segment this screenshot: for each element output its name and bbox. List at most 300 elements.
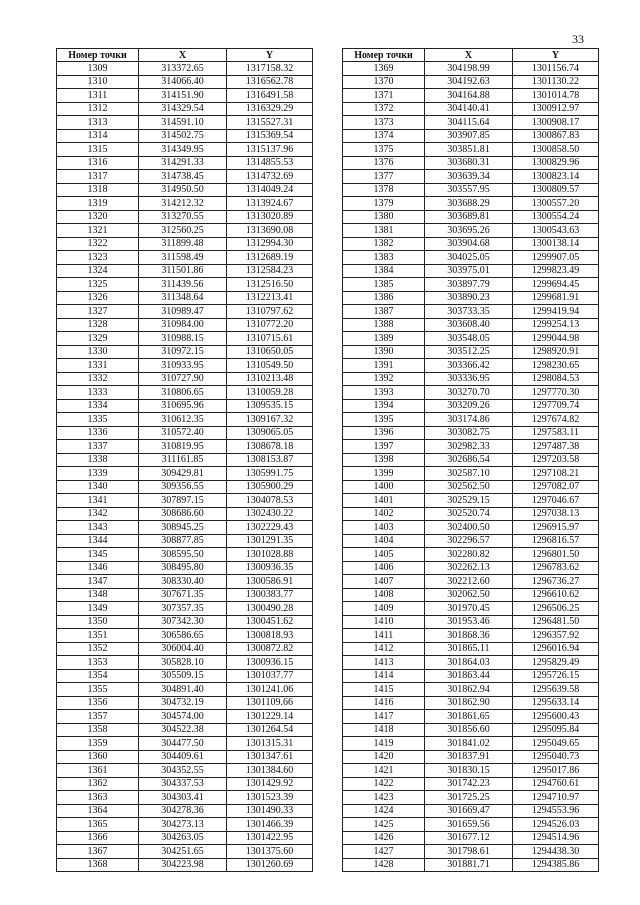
- cell-y: 1299694.45: [513, 278, 599, 292]
- cell-point-number: 1315: [57, 143, 139, 157]
- cell-y: 1301429.92: [227, 777, 313, 791]
- cell-point-number: 1349: [57, 602, 139, 616]
- cell-point-number: 1419: [343, 737, 425, 751]
- cell-x: 304025.05: [425, 251, 513, 265]
- table-row: [57, 588, 313, 602]
- table-row: [343, 440, 599, 454]
- table-row: [343, 116, 599, 130]
- table-row: [343, 102, 599, 116]
- cell-point-number: 1375: [343, 143, 425, 157]
- cell-y: 1295600.43: [513, 710, 599, 724]
- cell-point-number: 1323: [57, 251, 139, 265]
- cell-x: 302562.50: [425, 480, 513, 494]
- cell-x: 303689.81: [425, 210, 513, 224]
- cell-point-number: 1327: [57, 305, 139, 319]
- cell-x: 303174.86: [425, 413, 513, 427]
- cell-x: 303366.42: [425, 359, 513, 373]
- cell-x: 302587.10: [425, 467, 513, 481]
- cell-x: 301863.44: [425, 669, 513, 683]
- cell-y: 1296801.50: [513, 548, 599, 562]
- table-row: [343, 696, 599, 710]
- cell-x: 309429.81: [139, 467, 227, 481]
- table-row: [57, 602, 313, 616]
- cell-point-number: 1424: [343, 804, 425, 818]
- cell-point-number: 1414: [343, 669, 425, 683]
- cell-point-number: 1321: [57, 224, 139, 238]
- cell-y: 1310797.62: [227, 305, 313, 319]
- table-row: [57, 467, 313, 481]
- cell-x: 314950.50: [139, 183, 227, 197]
- cell-y: 1298084.53: [513, 372, 599, 386]
- cell-point-number: 1335: [57, 413, 139, 427]
- cell-point-number: 1347: [57, 575, 139, 589]
- cell-y: 1304078.53: [227, 494, 313, 508]
- table-row: [343, 629, 599, 643]
- cell-point-number: 1399: [343, 467, 425, 481]
- table-row: [57, 494, 313, 508]
- cell-y: 1310715.61: [227, 332, 313, 346]
- table-header-row: [57, 49, 313, 62]
- cell-x: 307342.30: [139, 615, 227, 629]
- cell-y: 1296736.27: [513, 575, 599, 589]
- cell-point-number: 1354: [57, 669, 139, 683]
- table-row: [57, 156, 313, 170]
- table-row: [343, 426, 599, 440]
- cell-point-number: 1331: [57, 359, 139, 373]
- cell-y: 1301384.60: [227, 764, 313, 778]
- cell-y: 1310059.28: [227, 386, 313, 400]
- cell-y: 1312994.30: [227, 237, 313, 251]
- table-row: [343, 332, 599, 346]
- cell-point-number: 1344: [57, 534, 139, 548]
- cell-point-number: 1318: [57, 183, 139, 197]
- table-row: [57, 804, 313, 818]
- cell-point-number: 1370: [343, 75, 425, 89]
- cell-y: 1314855.53: [227, 156, 313, 170]
- table-row: [343, 386, 599, 400]
- cell-y: 1305900.29: [227, 480, 313, 494]
- cell-y: 1309065.05: [227, 426, 313, 440]
- cell-y: 1295017.86: [513, 764, 599, 778]
- coordinates-table-right: [342, 48, 599, 872]
- table-row: [57, 332, 313, 346]
- cell-y: 1296357.92: [513, 629, 599, 643]
- table-row: [57, 831, 313, 845]
- cell-y: 1300383.77: [227, 588, 313, 602]
- cell-y: 1301291.35: [227, 534, 313, 548]
- table-row: [343, 602, 599, 616]
- cell-point-number: 1341: [57, 494, 139, 508]
- cell-point-number: 1384: [343, 264, 425, 278]
- cell-point-number: 1387: [343, 305, 425, 319]
- cell-x: 301830.15: [425, 764, 513, 778]
- cell-x: 304522.38: [139, 723, 227, 737]
- cell-y: 1300543.63: [513, 224, 599, 238]
- cell-point-number: 1312: [57, 102, 139, 116]
- cell-point-number: 1322: [57, 237, 139, 251]
- cell-y: 1312689.19: [227, 251, 313, 265]
- cell-point-number: 1391: [343, 359, 425, 373]
- table-row: [343, 170, 599, 184]
- cell-y: 1301375.60: [227, 845, 313, 859]
- table-row: [343, 264, 599, 278]
- table-row: [57, 845, 313, 859]
- cell-y: 1310772.20: [227, 318, 313, 332]
- table-row: [343, 237, 599, 251]
- cell-y: 1298230.65: [513, 359, 599, 373]
- cell-point-number: 1329: [57, 332, 139, 346]
- cell-x: 303904.68: [425, 237, 513, 251]
- cell-x: 305828.10: [139, 656, 227, 670]
- cell-x: 306004.40: [139, 642, 227, 656]
- table-row: [57, 507, 313, 521]
- cell-x: 302212.60: [425, 575, 513, 589]
- table-row: [343, 561, 599, 575]
- cell-point-number: 1408: [343, 588, 425, 602]
- cell-x: 304164.88: [425, 89, 513, 103]
- cell-x: 302062.50: [425, 588, 513, 602]
- cell-y: 1300554.24: [513, 210, 599, 224]
- cell-x: 314329.54: [139, 102, 227, 116]
- cell-x: 308595.50: [139, 548, 227, 562]
- cell-point-number: 1360: [57, 750, 139, 764]
- cell-y: 1297770.30: [513, 386, 599, 400]
- cell-x: 314066.40: [139, 75, 227, 89]
- cell-x: 314502.75: [139, 129, 227, 143]
- cell-point-number: 1380: [343, 210, 425, 224]
- cell-point-number: 1392: [343, 372, 425, 386]
- table-row: [57, 764, 313, 778]
- cell-y: 1301028.88: [227, 548, 313, 562]
- table-row: [343, 521, 599, 535]
- cell-y: 1300912.97: [513, 102, 599, 116]
- cell-x: 303209.26: [425, 399, 513, 413]
- cell-y: 1301315.31: [227, 737, 313, 751]
- cell-x: 309356.55: [139, 480, 227, 494]
- cell-point-number: 1333: [57, 386, 139, 400]
- cell-y: 1300872.82: [227, 642, 313, 656]
- cell-y: 1296016.94: [513, 642, 599, 656]
- cell-y: 1301347.61: [227, 750, 313, 764]
- table-row: [343, 210, 599, 224]
- table-row: [57, 237, 313, 251]
- table-row: [57, 264, 313, 278]
- cell-x: 308495.80: [139, 561, 227, 575]
- cell-y: 1295726.15: [513, 669, 599, 683]
- cell-y: 1300936.35: [227, 561, 313, 575]
- cell-y: 1315527.31: [227, 116, 313, 130]
- cell-y: 1295049.65: [513, 737, 599, 751]
- table-row: [343, 723, 599, 737]
- cell-x: 303512.25: [425, 345, 513, 359]
- cell-y: 1301014.78: [513, 89, 599, 103]
- cell-y: 1297674.82: [513, 413, 599, 427]
- table-row: [343, 318, 599, 332]
- table-row: [57, 129, 313, 143]
- cell-y: 1295829.49: [513, 656, 599, 670]
- cell-y: 1310549.50: [227, 359, 313, 373]
- table-row: [343, 183, 599, 197]
- cell-x: 303695.26: [425, 224, 513, 238]
- cell-point-number: 1365: [57, 818, 139, 832]
- cell-x: 303897.79: [425, 278, 513, 292]
- table-row: [343, 467, 599, 481]
- table-row: [57, 642, 313, 656]
- cell-y: 1296481.50: [513, 615, 599, 629]
- cell-x: 304732.19: [139, 696, 227, 710]
- cell-x: 304409.61: [139, 750, 227, 764]
- cell-x: 310933.95: [139, 359, 227, 373]
- cell-x: 314212.32: [139, 197, 227, 211]
- cell-point-number: 1393: [343, 386, 425, 400]
- cell-x: 304223.98: [139, 858, 227, 872]
- table-row: [57, 723, 313, 737]
- cell-x: 310819.95: [139, 440, 227, 454]
- cell-x: 303890.23: [425, 291, 513, 305]
- cell-x: 304278.36: [139, 804, 227, 818]
- cell-y: 1310213.48: [227, 372, 313, 386]
- header-y: Y: [227, 49, 313, 62]
- cell-x: 311501.86: [139, 264, 227, 278]
- table-row: [343, 453, 599, 467]
- cell-y: 1300858.50: [513, 143, 599, 157]
- cell-y: 1316329.29: [227, 102, 313, 116]
- cell-x: 308877.85: [139, 534, 227, 548]
- cell-x: 310572.40: [139, 426, 227, 440]
- cell-x: 305509.15: [139, 669, 227, 683]
- cell-point-number: 1413: [343, 656, 425, 670]
- cell-y: 1300490.28: [227, 602, 313, 616]
- table-row: [57, 440, 313, 454]
- table-row: [343, 669, 599, 683]
- cell-x: 303851.81: [425, 143, 513, 157]
- cell-x: 314151.90: [139, 89, 227, 103]
- cell-x: 314349.95: [139, 143, 227, 157]
- cell-x: 301677.12: [425, 831, 513, 845]
- cell-y: 1297108.21: [513, 467, 599, 481]
- table-row: [343, 575, 599, 589]
- cell-x: 301970.45: [425, 602, 513, 616]
- table-row: [343, 750, 599, 764]
- cell-point-number: 1368: [57, 858, 139, 872]
- cell-x: 304140.41: [425, 102, 513, 116]
- cell-point-number: 1417: [343, 710, 425, 724]
- cell-y: 1300829.96: [513, 156, 599, 170]
- table-row: [343, 831, 599, 845]
- page-number: 33: [572, 32, 584, 46]
- table-row: [57, 224, 313, 238]
- cell-point-number: 1338: [57, 453, 139, 467]
- cell-y: 1297082.07: [513, 480, 599, 494]
- cell-x: 304352.55: [139, 764, 227, 778]
- cell-x: 310988.15: [139, 332, 227, 346]
- table-row: [343, 197, 599, 211]
- cell-y: 1299419.94: [513, 305, 599, 319]
- cell-x: 307357.35: [139, 602, 227, 616]
- cell-y: 1301109.66: [227, 696, 313, 710]
- cell-point-number: 1400: [343, 480, 425, 494]
- cell-x: 302296.57: [425, 534, 513, 548]
- cell-x: 303548.05: [425, 332, 513, 346]
- cell-y: 1316562.78: [227, 75, 313, 89]
- table-row: [57, 453, 313, 467]
- cell-y: 1300936.15: [227, 656, 313, 670]
- table-row: [57, 251, 313, 265]
- table-row: [57, 737, 313, 751]
- table-row: [57, 683, 313, 697]
- cell-y: 1308153.87: [227, 453, 313, 467]
- cell-x: 313270.55: [139, 210, 227, 224]
- cell-point-number: 1314: [57, 129, 139, 143]
- cell-x: 304891.40: [139, 683, 227, 697]
- cell-point-number: 1397: [343, 440, 425, 454]
- cell-y: 1301260.69: [227, 858, 313, 872]
- cell-y: 1314049.24: [227, 183, 313, 197]
- cell-x: 311439.56: [139, 278, 227, 292]
- cell-point-number: 1330: [57, 345, 139, 359]
- table-row: [57, 305, 313, 319]
- cell-y: 1317158.32: [227, 62, 313, 76]
- cell-point-number: 1326: [57, 291, 139, 305]
- cell-x: 304115.64: [425, 116, 513, 130]
- cell-point-number: 1366: [57, 831, 139, 845]
- cell-point-number: 1407: [343, 575, 425, 589]
- table-row: [343, 804, 599, 818]
- table-row: [57, 372, 313, 386]
- cell-y: 1299681.91: [513, 291, 599, 305]
- table-row: [57, 669, 313, 683]
- cell-x: 310612.35: [139, 413, 227, 427]
- cell-x: 312560.25: [139, 224, 227, 238]
- cell-point-number: 1376: [343, 156, 425, 170]
- cell-y: 1301490.33: [227, 804, 313, 818]
- cell-x: 301862.90: [425, 696, 513, 710]
- cell-point-number: 1353: [57, 656, 139, 670]
- cell-x: 310984.00: [139, 318, 227, 332]
- cell-point-number: 1367: [57, 845, 139, 859]
- cell-point-number: 1398: [343, 453, 425, 467]
- cell-point-number: 1319: [57, 197, 139, 211]
- cell-point-number: 1355: [57, 683, 139, 697]
- table-row: [57, 386, 313, 400]
- cell-x: 301864.03: [425, 656, 513, 670]
- cell-point-number: 1410: [343, 615, 425, 629]
- header-y: Y: [513, 49, 599, 62]
- cell-y: 1295633.14: [513, 696, 599, 710]
- cell-y: 1312584.23: [227, 264, 313, 278]
- cell-x: 313372.65: [139, 62, 227, 76]
- cell-point-number: 1345: [57, 548, 139, 562]
- table-row: [343, 480, 599, 494]
- table-row: [343, 305, 599, 319]
- cell-y: 1301241.06: [227, 683, 313, 697]
- cell-point-number: 1403: [343, 521, 425, 535]
- cell-y: 1301466.39: [227, 818, 313, 832]
- cell-x: 302262.13: [425, 561, 513, 575]
- table-row: [57, 413, 313, 427]
- cell-y: 1294553.96: [513, 804, 599, 818]
- table-row: [57, 291, 313, 305]
- cell-y: 1297046.67: [513, 494, 599, 508]
- cell-y: 1314732.69: [227, 170, 313, 184]
- cell-y: 1301264.54: [227, 723, 313, 737]
- cell-point-number: 1416: [343, 696, 425, 710]
- cell-y: 1300586.91: [227, 575, 313, 589]
- cell-y: 1296915.97: [513, 521, 599, 535]
- cell-x: 301725.25: [425, 791, 513, 805]
- cell-y: 1313924.67: [227, 197, 313, 211]
- cell-point-number: 1372: [343, 102, 425, 116]
- cell-x: 302529.15: [425, 494, 513, 508]
- cell-x: 304192.63: [425, 75, 513, 89]
- cell-point-number: 1395: [343, 413, 425, 427]
- cell-point-number: 1420: [343, 750, 425, 764]
- cell-x: 304273.13: [139, 818, 227, 832]
- table-row: [57, 197, 313, 211]
- cell-x: 310972.15: [139, 345, 227, 359]
- table-row: [57, 143, 313, 157]
- table-row: [343, 291, 599, 305]
- cell-y: 1295095.84: [513, 723, 599, 737]
- cell-y: 1296610.62: [513, 588, 599, 602]
- table-row: [343, 278, 599, 292]
- cell-point-number: 1334: [57, 399, 139, 413]
- cell-x: 314591.10: [139, 116, 227, 130]
- cell-point-number: 1337: [57, 440, 139, 454]
- cell-point-number: 1364: [57, 804, 139, 818]
- cell-y: 1297709.74: [513, 399, 599, 413]
- cell-y: 1296783.62: [513, 561, 599, 575]
- cell-point-number: 1378: [343, 183, 425, 197]
- table-row: [343, 345, 599, 359]
- cell-x: 303082.75: [425, 426, 513, 440]
- cell-x: 304574.00: [139, 710, 227, 724]
- cell-y: 1312213.41: [227, 291, 313, 305]
- cell-point-number: 1409: [343, 602, 425, 616]
- table-row: [343, 143, 599, 157]
- cell-x: 310989.47: [139, 305, 227, 319]
- table-row: [343, 710, 599, 724]
- coordinates-table-left: [56, 48, 313, 872]
- cell-point-number: 1428: [343, 858, 425, 872]
- cell-x: 301881.71: [425, 858, 513, 872]
- cell-x: 303975.01: [425, 264, 513, 278]
- header-point-number: Номер точки: [343, 49, 425, 62]
- cell-x: 302686.54: [425, 453, 513, 467]
- table-row: [343, 818, 599, 832]
- cell-x: 306586.65: [139, 629, 227, 643]
- cell-x: 304263.05: [139, 831, 227, 845]
- cell-point-number: 1343: [57, 521, 139, 535]
- header-x: X: [425, 49, 513, 62]
- cell-x: 302400.50: [425, 521, 513, 535]
- table-row: [57, 278, 313, 292]
- cell-y: 1301156.74: [513, 62, 599, 76]
- cell-point-number: 1386: [343, 291, 425, 305]
- cell-y: 1297203.58: [513, 453, 599, 467]
- table-row: [343, 494, 599, 508]
- cell-point-number: 1385: [343, 278, 425, 292]
- table-row: [57, 710, 313, 724]
- cell-y: 1312516.50: [227, 278, 313, 292]
- cell-x: 308330.40: [139, 575, 227, 589]
- cell-x: 301841.02: [425, 737, 513, 751]
- cell-x: 307671.35: [139, 588, 227, 602]
- cell-point-number: 1352: [57, 642, 139, 656]
- cell-y: 1313690.08: [227, 224, 313, 238]
- cell-point-number: 1411: [343, 629, 425, 643]
- cell-point-number: 1362: [57, 777, 139, 791]
